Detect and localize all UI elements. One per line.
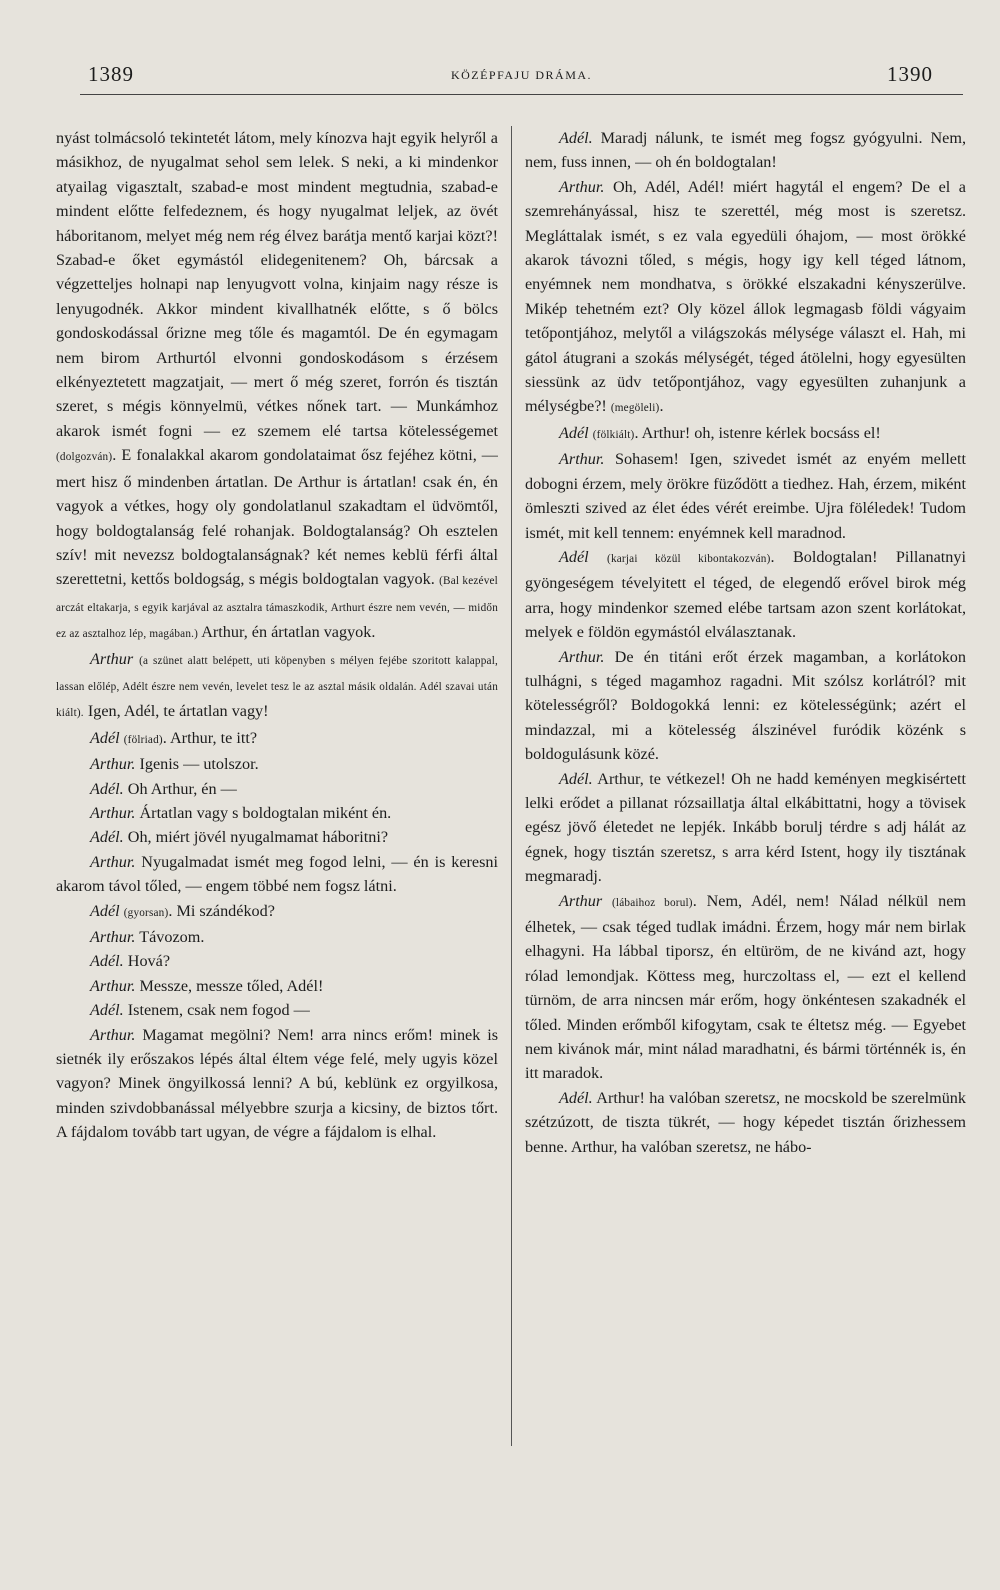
dialogue-text: Messze, messze tőled, Adél! <box>135 976 324 995</box>
paragraph <box>525 545 966 645</box>
paragraph <box>56 752 498 776</box>
dialogue-text: . <box>659 397 664 416</box>
stage-direction: (lábaihoz borul) <box>612 896 693 909</box>
running-title: KÖZÉPFAJU DRÁMA. <box>450 68 593 82</box>
dialogue-text: . Arthur, te itt? <box>162 728 258 747</box>
speaker-name: Arthur. <box>559 450 605 469</box>
page-number-left: 1389 <box>88 62 134 86</box>
speaker-name: Arthur. <box>90 928 136 946</box>
stage-direction: (dolgozván) <box>56 451 113 464</box>
paragraph <box>525 126 966 175</box>
paragraph <box>56 899 498 925</box>
paragraph <box>56 1023 498 1145</box>
speaker-name: Arthur. <box>90 976 136 995</box>
paragraph <box>56 647 498 726</box>
speaker-name: Adél. <box>90 828 124 847</box>
paragraph <box>525 447 966 545</box>
stage-direction: (karjai közül kibontakozván) <box>607 552 771 565</box>
paragraph <box>525 767 966 889</box>
right-column <box>525 126 966 1566</box>
speaker-name: Arthur. <box>559 647 605 666</box>
paragraph <box>56 126 498 647</box>
dialogue-text: Oh, miért jövél nyugalmamat háboritni? <box>123 828 389 847</box>
paragraph <box>525 1086 966 1159</box>
speaker-name: Arthur <box>559 891 603 910</box>
dialogue-text: Arthur, te vétkezel! Oh ne hadd keményen megkisértett lelki erődet a pillanat rózsaillatja által elkábittatni, hogy a tövisek egész jövő életedet ne lepjék. Inkább borulj térdre s adj hálát az égnek, hogy tisztán szeretsz, s arra kérd Istent, hogy ily tisztának megmaradj. <box>525 769 966 886</box>
dialogue-text <box>589 548 607 566</box>
paragraph <box>56 801 498 825</box>
paragraph <box>56 998 498 1022</box>
speaker-name: Adél. <box>559 1088 593 1107</box>
speaker-name: Adél. <box>90 1001 124 1020</box>
dialogue-text: Arthur! ha valóban szeretsz, ne mocskold be szerelmünk szétzúzott, de tiszta tükrét, — hogy képedet tisztán őrizhessem benne. Arthur, ha valóban szeretsz, ne hábo- <box>525 1088 966 1156</box>
stage-direction: (Bal kezével arczát eltakarja, s egyik karjával az asztalra támaszkodik, Arthurt észre nem vevén, — midőn ez az asztalhoz lép, magában.) <box>56 575 498 641</box>
stage-direction: (fölriad) <box>123 733 163 746</box>
dialogue-text: Magamat megölni? Nem! arra nincs erőm! minek is sietnék ily erőszakos lépés által éltem vége felé, mely ugyis közel vagyon? Minek öngyilkossá lenni? A bú, keblünk ez orgyilkosa, minden szivdobbanással mélyebbre szurja a kicsiny, de biztos tőrt. A fájdalom tovább tart ugyan, de végre a fájdalom is elhal. <box>56 1025 498 1142</box>
speaker-name: Adél. <box>90 779 124 798</box>
paragraph <box>56 850 498 899</box>
speaker-name: Arthur. <box>90 755 136 774</box>
stage-direction: (megöleli) <box>610 402 660 415</box>
stage-direction: (a szünet alatt belépett, uti köpenyben s mélyen fejébe szoritott kalappal, lassan előlép, Adélt észre nem vevén, levelet tesz le az asztal másik oldalán. Adél szavai után kiált). <box>56 654 498 720</box>
page-number-right: 1390 <box>887 62 933 86</box>
dialogue-text: Oh, Adél, Adél! miért hagytál el engem? De el a szemrehányással, hisz te szerettél, még most is szeretsz. Megláttalak ismét, s ez vala egyedüli óhajom, — most örökké akarok távozni tőled, s mégis, hogy igy kell téged látnom, enyémnek nem mondhatva, s örökké elszakadni kényszerülve. Mikép tehetném ezt? Oly közel állok legmagasb földi vágyaim tetőpontjához, melytől a világszokás mélysége választ el. Hah, mi gátol átugrani a szokás mélységét, téged átölelni, hogy egyesülten siessünk az üdv tetőpontjához, vagy egyesülten zuhanjunk a mélységbe?! <box>525 177 966 416</box>
paragraph <box>56 949 498 973</box>
dialogue-text: Ártatlan vagy s boldogtalan miként én. <box>135 803 392 822</box>
paragraph <box>56 726 498 752</box>
speaker-name: Arthur. <box>90 852 136 871</box>
dialogue-text: Igenis — utolszor. <box>135 755 259 774</box>
dialogue-text: . E fonalakkal akarom gondolataimat ősz fejéhez kötni, — mert hisz ő mindenben ártatlan. De Arthur is ártatlan! csak én, én vagyok a vétkes, hogy oly gondolatlanul szakadtam el üdvömtől, hogy boldogtalanság felé rohanjak. Boldogtalanság? Oh esztelen szív! mit nevezsz boldogtalanságnak? két nemes keblü férfi által szerettetni, kettős boldogság, s mégis boldogtalan vagyok. <box>56 446 498 589</box>
dialogue-text <box>602 892 612 910</box>
dialogue-text: Istenem, csak nem fogod — <box>123 1001 310 1020</box>
dialogue-text: Maradj nálunk, te ismét meg fogsz gyógyulni. Nem, nem, fuss innen, — oh én boldogtalan! <box>525 129 966 172</box>
dialogue-text: . Arthur! oh, istenre kérlek bocsáss el! <box>634 423 881 442</box>
dialogue-text: . Mi szándékod? <box>168 901 275 920</box>
speaker-name: Adél. <box>559 769 593 788</box>
speaker-name: Arthur. <box>90 803 136 822</box>
dialogue-text: . Boldogtalan! Pillanatnyi gyöngeségem tévelyitett el téged, de elegendő erővel birok még arra, hogy mindenkor szemed elébe tartsam azon szent korlátokat, melyek e földön egymástól elválasztanak. <box>525 547 966 642</box>
speaker-name: Adél. <box>559 129 593 147</box>
stage-direction: (gyorsan) <box>123 906 169 919</box>
dialogue-text: Távozom. <box>135 928 205 946</box>
speaker-name: Adél <box>559 547 589 566</box>
paragraph <box>525 421 966 447</box>
speaker-name: Arthur <box>90 649 134 668</box>
column-divider <box>511 126 512 1446</box>
paragraph <box>56 974 498 998</box>
dialogue-text: Hová? <box>123 952 171 971</box>
speaker-name: Adél <box>559 423 589 442</box>
speaker-name: Adél. <box>90 952 124 971</box>
dialogue-text: Igen, Adél, te ártatlan vagy! <box>83 702 269 721</box>
paragraph <box>525 175 966 421</box>
speaker-name: Arthur. <box>559 177 605 196</box>
page-header <box>80 54 963 95</box>
speaker-name: Adél <box>90 901 120 920</box>
paragraph <box>56 825 498 849</box>
paragraph <box>525 889 966 1086</box>
dialogue-text: nyást tolmácsoló tekintetét látom, mely kínozva hajt egyik helyről a másikhoz, de nyugalmat sehol sem lelek. S neki, a ki mindenkor atyailag vigasztalt, szabad-e most mindent megtudnia, szabad-e mindent előtte felfedeznem, és hogy nyugalmat leljek, az övét háboritanom, melyet még nem rég élvez barátja mentő karjai közt?! Szabad-e őket egymástól elidegenitenem? Oh, bárcsak a végzetteljes holnapi nap lenyugvott volna, kinjaim nagy része is lenyugodnék. Akkor mindent kivallhatnék előtte, s ő bölcs gondoskodással őrizne meg tőle és magamtól. De én egymagam nem birom Arthurtól elvonni gondoskodásom s érzésem elkényeztetett magzatjait, — mert ő még szeret, forrón és tisztán szeret, s mégis könnyelmü, vétkes nőnek tart. — Munkámhoz akarok ismét fogni — ez szemem elé tartsa kötelességemet <box>56 129 498 440</box>
dialogue-text: Nyugalmadat ismét meg fogod lelni, — én is keresni akarom távol tőled, — engem többé nem fogsz látni. <box>56 852 498 896</box>
dialogue-text: Oh Arthur, én — <box>123 779 237 798</box>
speaker-name: Adél <box>90 728 120 747</box>
stage-direction: (fölkiált) <box>592 428 635 441</box>
paragraph <box>56 925 498 949</box>
dialogue-text: Arthur, én ártatlan vagyok. <box>198 623 376 642</box>
left-column <box>56 126 498 1566</box>
speaker-name: Arthur. <box>90 1025 136 1044</box>
paragraph <box>525 645 966 767</box>
dialogue-text: Sohasem! Igen, szivedet ismét az enyém mellett dobogni érzem, mely örökre füződött a tiedhez. Hah, érzem, miként ömleszti szived az élet édes vérét ereimbe. Ujra föléledek! Tudom ismét, mit kell tennem: enyémnek kell maradnod. <box>525 450 966 542</box>
paragraph <box>56 777 498 801</box>
dialogue-text: De én titáni erőt érzek magamban, a korlátokon tulhágni, s téged magamhoz ragadni. Mit szólsz korlátról? mit kötelességről? Boldogokká lenni: ez kötelességünk; azért el mindazzal, mi a kötelesség álszinével furódik közénk s boldogulásunk közé. <box>525 647 966 764</box>
dialogue-text: . Nem, Adél, nem! Nálad nélkül nem élhetek, — csak téged tudlak imádni. Érzem, hogy már nem birlak elhagyni. Ha lábbal tiporsz, én eltüröm, de ne kivánd azt, hogy rólad lemondjak. Köttess meg, hurczoltass el, — ezt el kellend türnöm, de arra nincsen már erőm, hogy önkéntesen szakadnék el tőled. Minden erőmből kifogytam, csak te éltetsz még. — Egyebet nem kivánok már, mint nálad maradhatni, és bármi történnék is, én itt maradok. <box>525 891 966 1083</box>
